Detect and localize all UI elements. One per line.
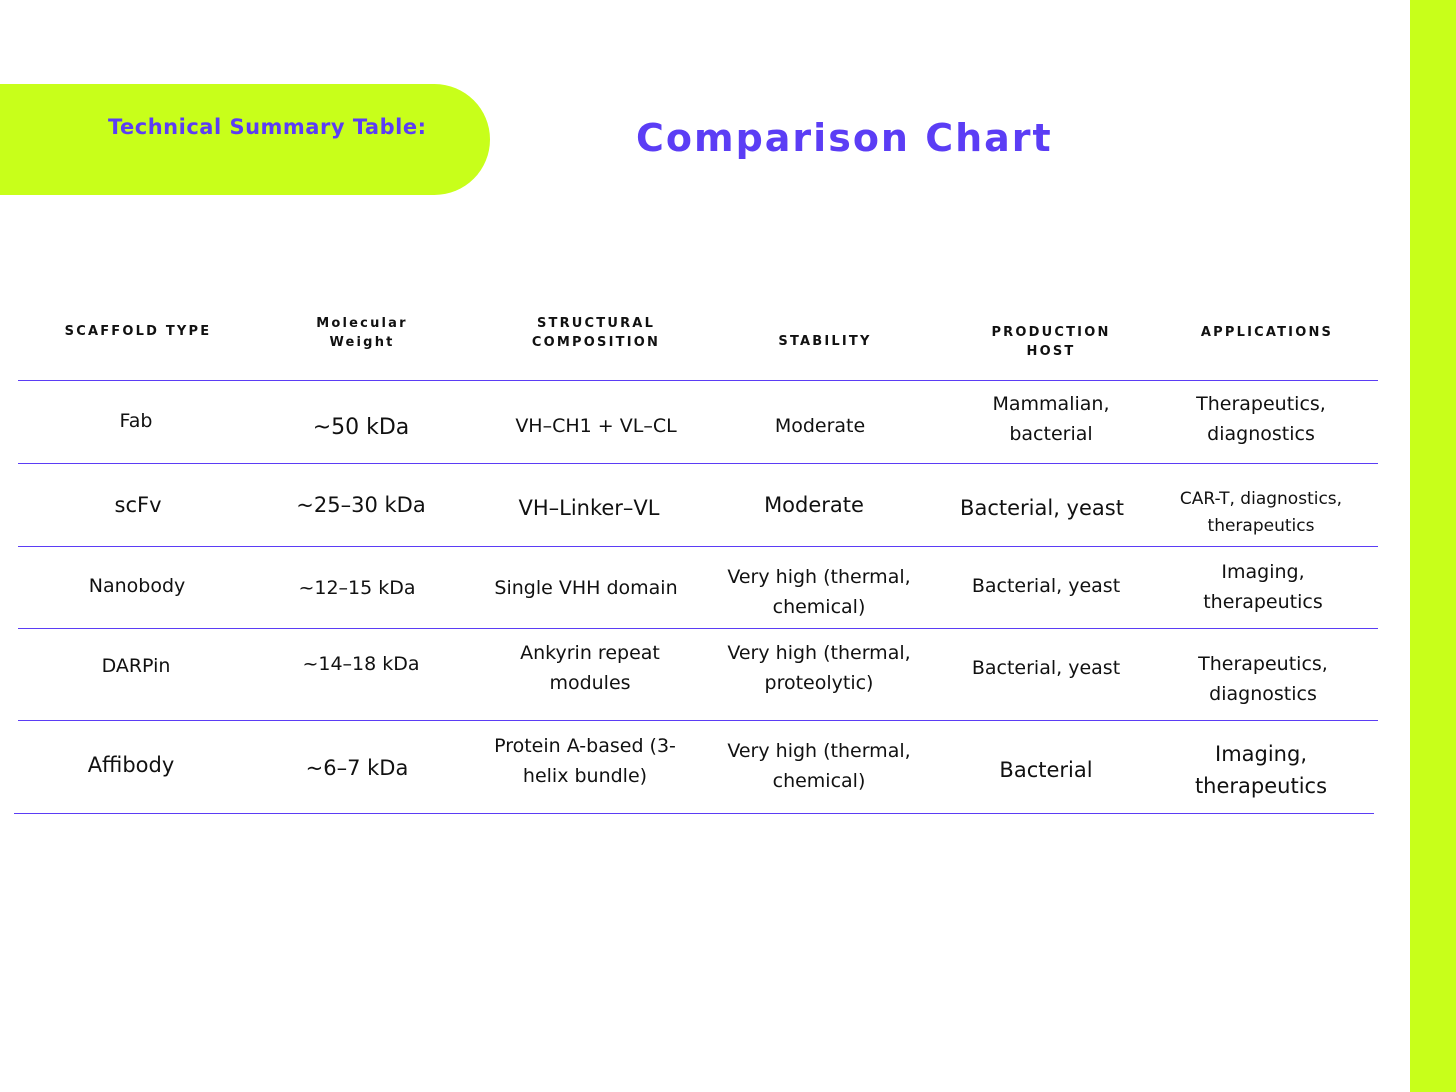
- table-cell: scFv: [114, 493, 162, 517]
- table-rule: [14, 813, 1374, 814]
- table-cell: Single VHH domain: [494, 577, 678, 599]
- table-cell: Protein A-based (3-helix bundle): [494, 735, 676, 787]
- table-cell: Bacterial, yeast: [971, 575, 1121, 597]
- table-cell: Moderate: [764, 493, 864, 517]
- table-cell: Mammalian, bacterial: [992, 393, 1110, 445]
- table-cell: Nanobody: [88, 575, 186, 597]
- table-rule: [18, 380, 1378, 381]
- table-cell: Imaging, therapeutics: [1194, 742, 1328, 798]
- column-header-production-host: PRODUCTION HOST: [991, 325, 1111, 359]
- table-cell: Therapeutics, diagnostics: [1196, 393, 1326, 445]
- table-cell: ~14–18 kDa: [302, 653, 420, 675]
- column-header-stability: STABILITY: [778, 334, 872, 349]
- table-cell: Bacterial, yeast: [960, 496, 1124, 520]
- table-cell: CAR-T, diagnostics, therapeutics: [1179, 489, 1343, 536]
- table-cell: Affibody: [87, 753, 175, 777]
- table-cell: Fab: [119, 410, 153, 432]
- table-cell: ~50 kDa: [312, 415, 410, 440]
- table-rule: [18, 546, 1378, 547]
- table-cell: Bacterial: [999, 758, 1093, 782]
- column-header-applications: APPLICATIONS: [1200, 325, 1334, 340]
- section-label: Technical Summary Table:: [108, 115, 427, 139]
- table-cell: DARPin: [101, 655, 171, 677]
- table-cell: Very high (thermal, chemical): [727, 566, 911, 618]
- table-cell: ~12–15 kDa: [298, 577, 416, 599]
- table-cell: ~6–7 kDa: [305, 756, 409, 780]
- table-cell: VH–CH1 + VL–CL: [515, 415, 677, 437]
- table-cell: ~25–30 kDa: [296, 493, 426, 517]
- column-header-scaffold-type: SCAFFOLD TYPE: [64, 324, 212, 339]
- table-cell: Very high (thermal, proteolytic): [727, 642, 911, 694]
- table-cell: VH–Linker–VL: [518, 496, 660, 520]
- table-cell: Ankyrin repeat modules: [520, 642, 660, 694]
- table-cell: Imaging, therapeutics: [1203, 561, 1323, 613]
- table-cell: Moderate: [774, 415, 866, 437]
- table-rule: [18, 463, 1378, 464]
- table-rule: [18, 628, 1378, 629]
- table-rule: [18, 720, 1378, 721]
- table-cell: Very high (thermal, chemical): [727, 740, 911, 792]
- table-cell: Bacterial, yeast: [971, 657, 1121, 679]
- table-cell: Therapeutics, diagnostics: [1198, 653, 1328, 705]
- column-header-structural-composition: STRUCTURAL COMPOSITION: [531, 316, 661, 350]
- column-header-molecular-weight: Molecular Weight: [316, 316, 408, 350]
- page-title: Comparison Chart: [636, 116, 1053, 160]
